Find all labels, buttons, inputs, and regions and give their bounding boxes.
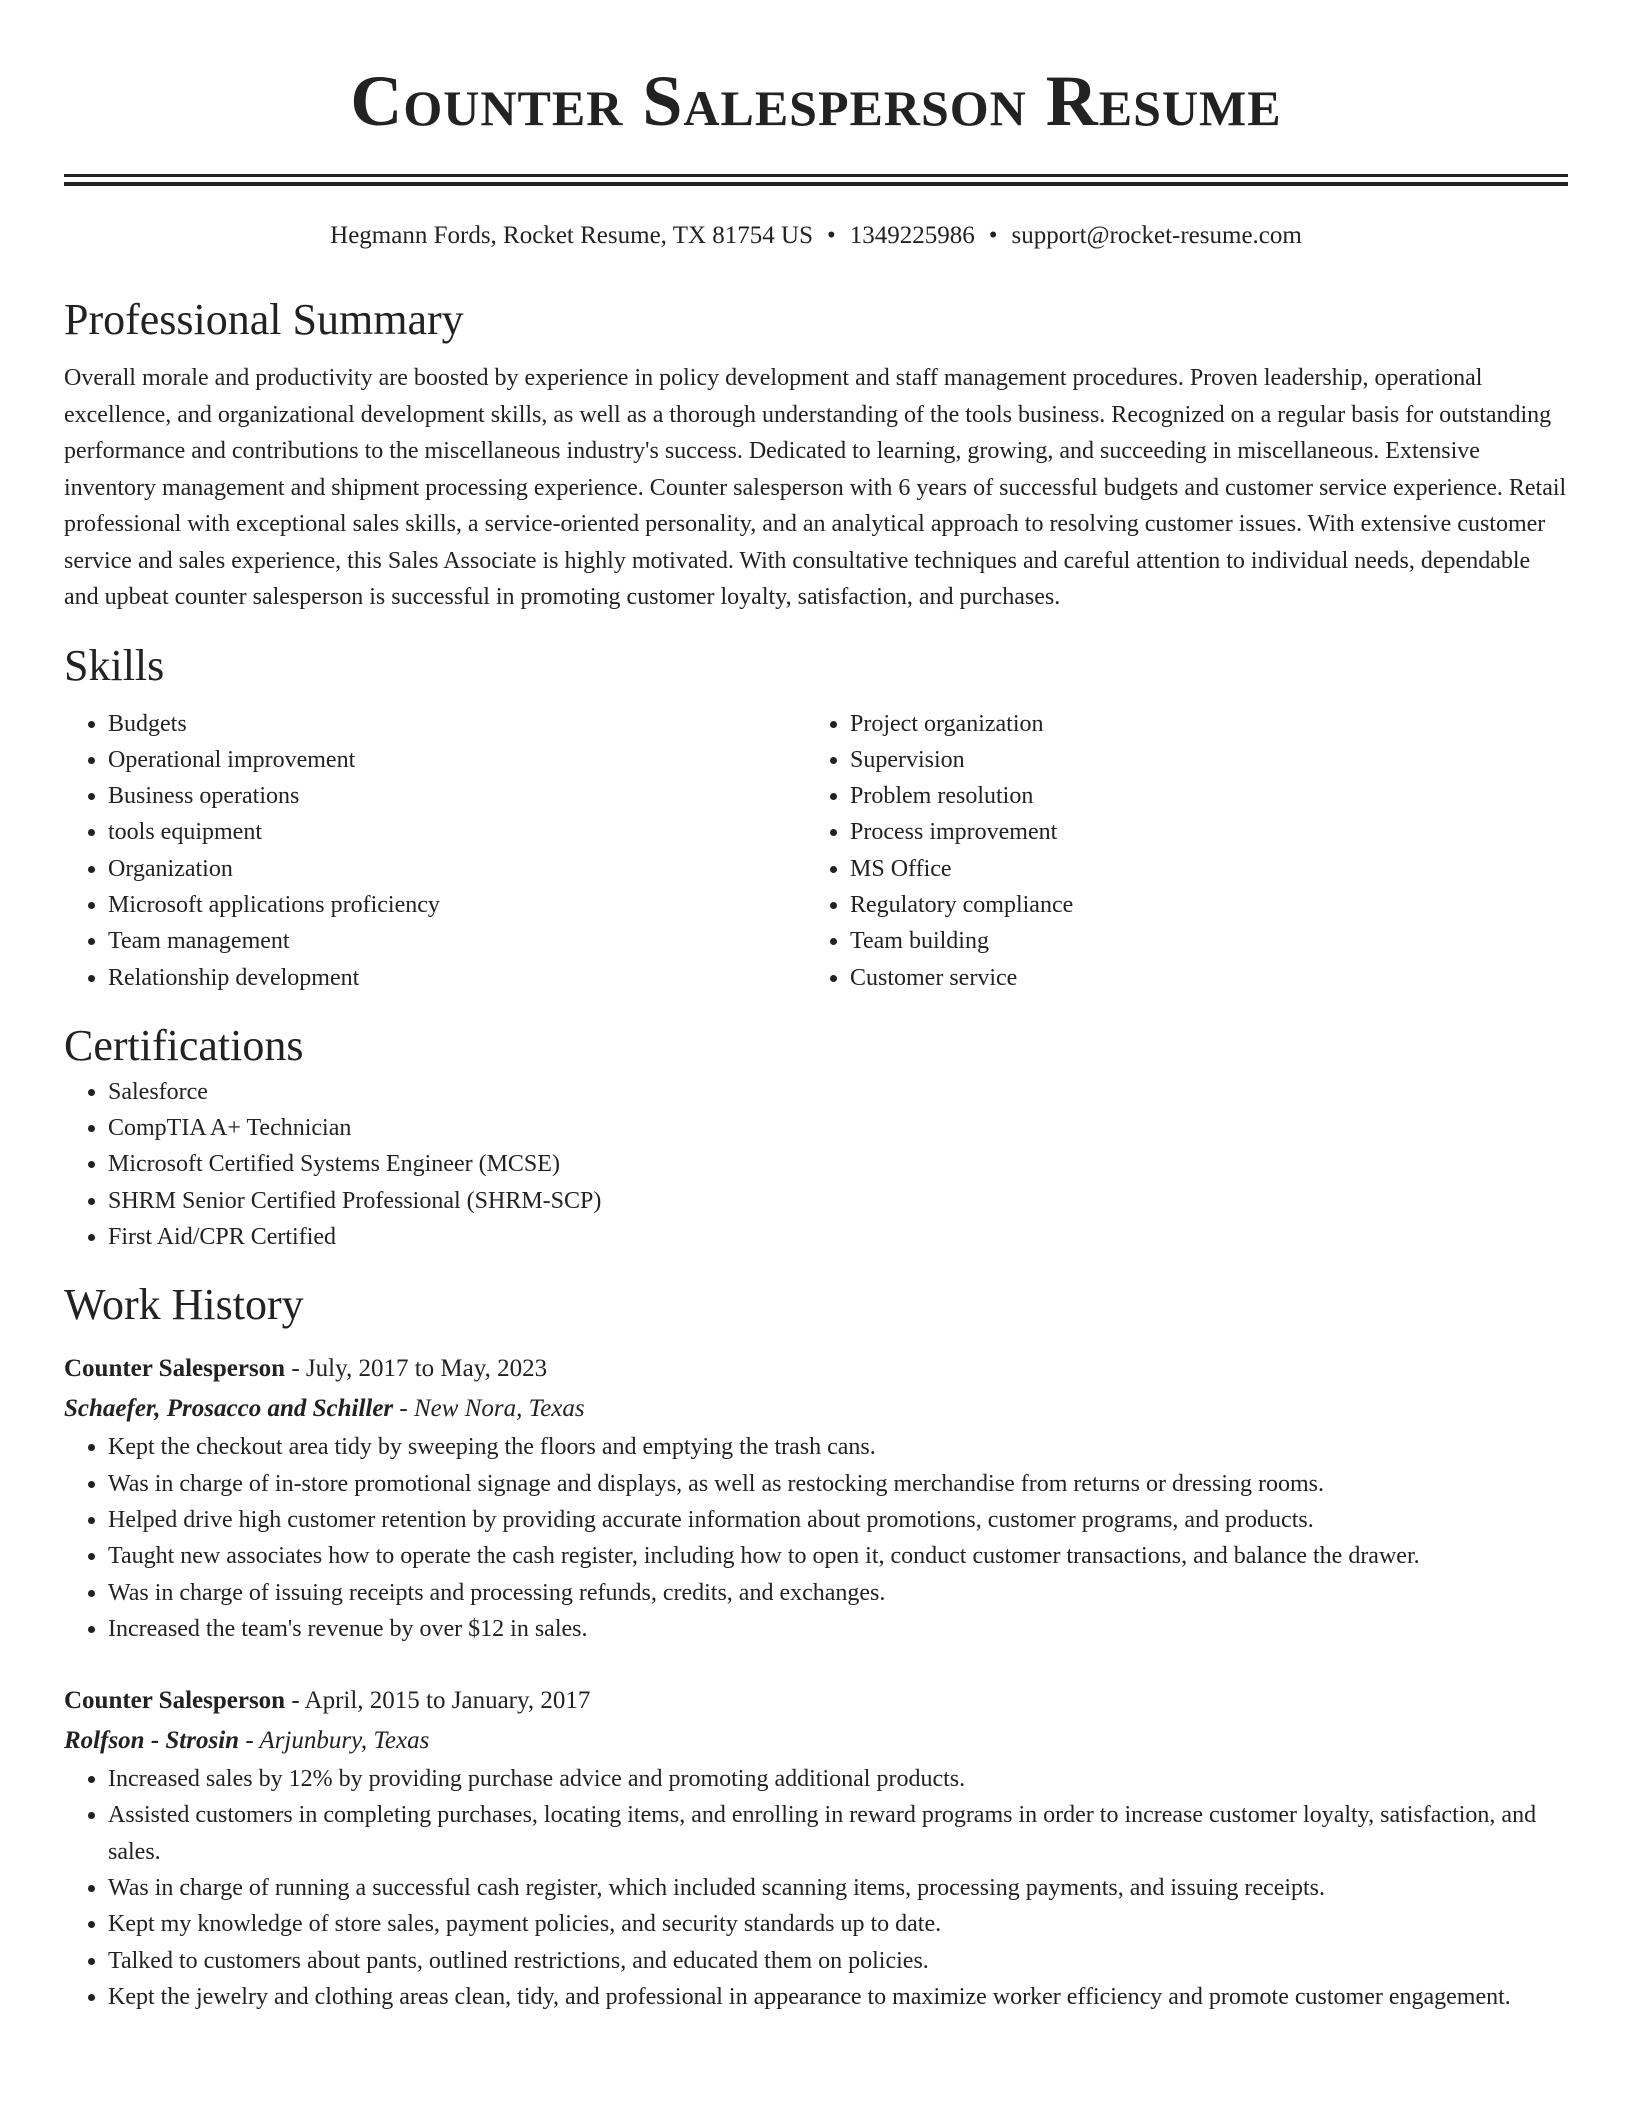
resume-title: Counter Salesperson Resume [350,61,1282,141]
job-company: Schaefer, Prosacco and Schiller [64,1395,394,1423]
job-company: Rolfson - Strosin [64,1727,240,1755]
skill-item: • Project organization [850,706,1548,742]
skill-item: • Operational improvement [108,742,806,778]
title-divider [64,174,1568,186]
job-title-line [64,1349,1568,1389]
contact-separator: • [827,222,836,249]
job-duty-item: • Was in charge of issuing receipts and processing refunds, credits, and exchanges. [108,1575,1568,1611]
contact-separator: • [988,222,998,249]
skill-item: • Team building [850,923,1548,959]
skill-item: • Team management [108,923,806,959]
skill-item: • Process improvement [850,814,1548,850]
job-title-line [64,1681,1568,1721]
job-location: - Arjunbury, Texas [239,1727,430,1755]
job-duty-item: • Was in charge of running a successful cash register, which included scanning items, processing payments, and issuing receipts. [108,1870,1568,1906]
certifications-heading: Certifications [64,1020,304,1070]
skill-item: • MS Office [850,851,1548,887]
job-duty-item: • Increased sales by 12% by providing purchase advice and promoting additional products. [108,1761,1568,1797]
work-history-heading: Work History [64,1280,304,1330]
job-duties-list [64,1429,1568,1647]
skills-right-list [806,706,1548,996]
skills-left-list [64,706,806,996]
skill-item: • Customer service [850,960,1548,996]
job-duty-item: • Increased the team's revenue by over $12 in sales. [108,1611,1568,1647]
certification-item: • SHRM Senior Certified Professional (SHRM-SCP) [108,1183,1568,1219]
job-duties-list [64,1761,1568,2015]
summary-heading: Professional Summary [64,295,464,344]
skill-item: • Regulatory compliance [850,887,1548,923]
skills-right-column [806,706,1548,996]
certification-item: • Microsoft Certified Systems Engineer (MCSE) [108,1146,1568,1182]
skill-item: • Problem resolution [850,778,1548,814]
skills-heading: Skills [64,640,165,690]
contact-address: Hegmann Fords, Rocket Resume, TX 81754 US [330,222,813,249]
skill-item: • Budgets [108,706,806,742]
skill-item: • Microsoft applications proficiency [108,887,806,923]
job-entry [64,1349,1568,1647]
job-location: - New Nora, Texas [393,1395,585,1423]
job-dates: - April, 2015 to January, 2017 [285,1687,591,1715]
contact-line [64,220,1568,252]
certifications-list [64,1074,1568,1255]
job-entry [64,1681,1568,2015]
certification-item: • CompTIA A+ Technician [108,1110,1568,1146]
job-duty-item: • Assisted customers in completing purchases, locating items, and enrolling in reward programs in order to increase customer loyalty, satisfaction, and sales. [108,1797,1568,1870]
job-duty-item: • Helped drive high customer retention by providing accurate information about promotions, customer programs, and products. [108,1502,1568,1538]
contact-email: support@rocket-resume.com [1011,222,1302,249]
job-employer-line [64,1389,1568,1429]
job-duty-item: • Kept the jewelry and clothing areas clean, tidy, and professional in appearance to maximize worker efficiency and promote customer engagement. [108,1979,1568,2015]
job-duty-item: • Taught new associates how to operate the cash register, including how to open it, conduct customer transactions, and balance the drawer. [108,1538,1568,1574]
certification-item: • First Aid/CPR Certified [108,1219,1568,1255]
skills-columns [64,706,1568,996]
job-dates: - July, 2017 to May, 2023 [285,1355,548,1383]
skills-left-column [64,706,806,996]
job-duty-item: • Was in charge of in-store promotional signage and displays, as well as restocking merchandise from returns or dressing rooms. [108,1466,1568,1502]
skill-item: • Relationship development [108,960,806,996]
summary-text: Overall morale and productivity are boosted by experience in policy development and staff management procedures. Proven leadership, operational excellence, and organizational development skills, as well as a thorough understanding of the tools business. Recognized on a regular basis for outstanding performance and contributions to the miscellaneous industry's success. Dedicated to learning, growing, and succeeding in miscellaneous. Extensive inventory management and shipment processing experience. Counter salesperson with 6 years of successful budgets and customer service experience. Retail professional with exceptional sales skills, a service-oriented personality, and an analytical approach to resolving customer issues. With extensive customer service and sales experience, this Sales Associate is highly motivated. With consultative techniques and careful attention to individual needs, dependable and upbeat counter salesperson is successful in promoting customer loyalty, satisfaction, and purchases. [64,365,1567,610]
skill-item: • Supervision [850,742,1548,778]
job-duty-item: • Talked to customers about pants, outlined restrictions, and educated them on policies. [108,1943,1568,1979]
contact-phone: 1349225986 [849,222,975,249]
job-role: Counter Salesperson [64,1687,286,1715]
job-duty-item: • Kept my knowledge of store sales, payment policies, and security standards up to date. [108,1906,1568,1942]
job-employer-line [64,1721,1568,1761]
certification-item: • Salesforce [108,1074,1568,1110]
job-role: Counter Salesperson [64,1355,286,1383]
skill-item: • Organization [108,851,806,887]
job-duty-item: • Kept the checkout area tidy by sweeping the floors and emptying the trash cans. [108,1429,1568,1465]
skill-item: • Business operations [108,778,806,814]
skill-item: • tools equipment [108,814,806,850]
